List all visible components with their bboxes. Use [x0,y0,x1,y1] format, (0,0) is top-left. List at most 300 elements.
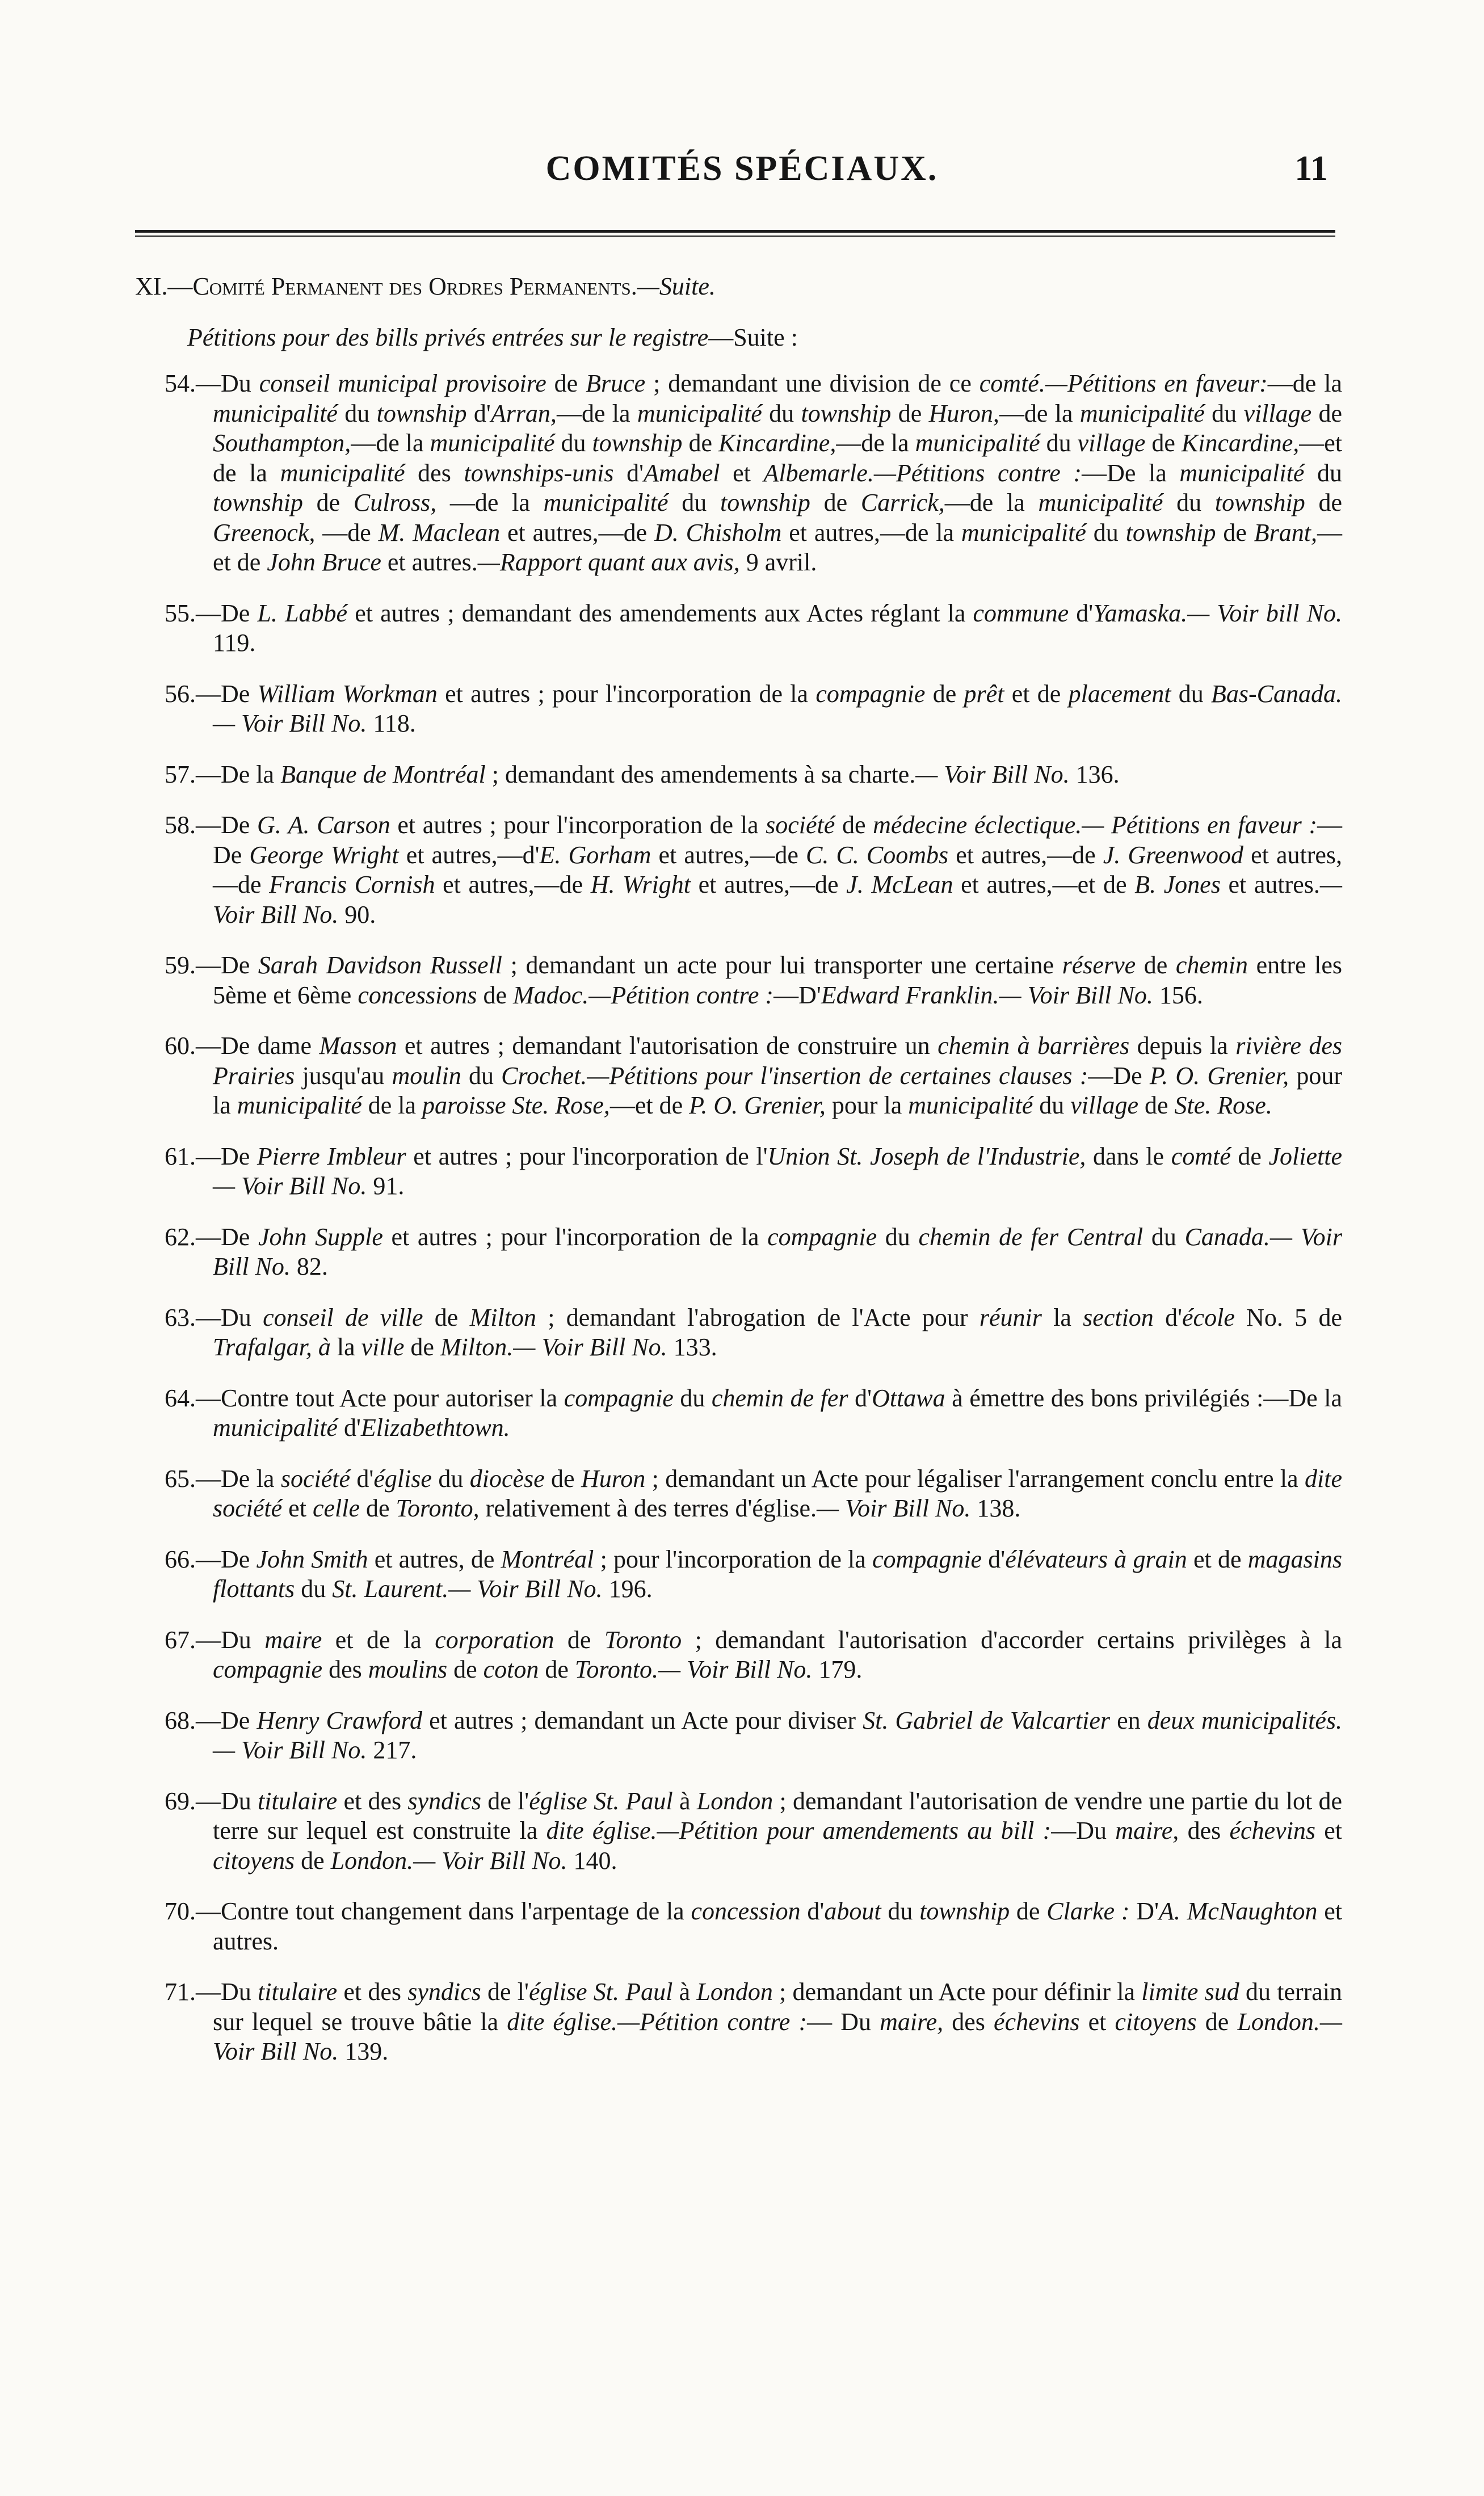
entry-text: —et de [609,1091,690,1119]
entry-text: et autres,—de la [781,518,961,547]
entry-italic-text: Bruce [586,369,646,397]
entry-text: —de la [836,429,915,457]
petition-entry [165,810,1342,930]
entry-italic-text: titulaire [258,1787,338,1815]
entry-italic-text: moulin [392,1061,461,1090]
entry-italic-text: compagnie [564,1384,674,1412]
entry-text: du [1040,429,1078,457]
section-heading [135,270,1335,304]
entry-italic-text: London [696,1978,773,2006]
entry-italic-text: Sarah Davidson Russell [258,951,503,979]
entry-text: la [1041,1303,1083,1331]
entry-text: d' [1069,599,1094,627]
entry-text: de [404,1333,440,1361]
entry-text: —de la [999,399,1080,427]
entry-italic-text: société [280,1464,350,1493]
subheading-rest: —Suite : [708,323,798,351]
entry-text: 56.—De [165,679,258,708]
entry-italic-text: syndics [407,1978,481,2006]
entry-text: 58.—De [165,811,257,839]
entry-text: pour la [213,1061,1342,1119]
entry-italic-text: —Rapport quant aux avis, [477,548,740,576]
entry-italic-text: municipalité [237,1091,362,1119]
entry-text: et de la [322,1625,435,1654]
entry-text: et de [1187,1545,1248,1573]
entry-text: 138. [970,1494,1021,1522]
entry-text: 64.—Contre tout Acte pour autoriser la [165,1384,564,1412]
entry-text: du [1171,679,1212,708]
entry-text: de l' [481,1978,529,2006]
entry-italic-text: township [213,489,303,516]
header-rule-thick [135,230,1335,233]
entry-text: 217. [367,1736,417,1764]
entry-italic-text: township [1214,489,1305,516]
entry-italic-text: M. Maclean [378,518,501,547]
entry-italic-text: Ste. Rose. [1174,1091,1272,1119]
entry-text: et [720,459,764,487]
entry-text: du [1086,518,1126,547]
entry-italic-text: moulins [368,1655,448,1683]
petition-entry [165,951,1342,1010]
entry-italic-text: township [801,399,892,427]
entry-text: de [1138,1091,1175,1119]
entry-italic-text: P. O. Grenier, [689,1091,826,1119]
entry-italic-text: rivière des Prairies [213,1032,1343,1090]
entry-text: et autres,—d' [398,841,540,869]
entry-text: la [330,1333,361,1361]
entry-italic-text: Milton.— Voir Bill No. [440,1333,667,1361]
entry-italic-text: J. McLean [846,871,953,898]
entry-text: de [810,489,861,516]
entry-text: ; demandant l'autorisation de vendre une partie du lot de terre sur lequel est construite la [213,1787,1342,1844]
petition-entry [165,679,1342,739]
entry-italic-text: municipalité [961,518,1086,547]
entry-text: 57.—De la [165,760,281,788]
entry-italic-text: Milton [469,1303,536,1331]
subheading-italic: Pétitions pour des bills privés entrées sur le registre [187,323,709,351]
entry-italic-text: D. Chisholm [654,518,782,547]
entry-italic-text: B. Jones [1134,871,1221,898]
entry-italic-text: diocèse [469,1464,545,1493]
running-header [0,149,1484,200]
entry-italic-text: municipalité [1179,459,1305,487]
entry-text: et de [1004,679,1069,708]
entry-italic-text: échevins [994,2007,1080,2036]
entry-text: à émettre des bons privilégiés :—De la [945,1384,1342,1412]
section-suffix: —Suite. [637,272,716,300]
entry-italic-text: J. Greenwood [1103,841,1244,869]
entry-italic-text: concession [691,1897,801,1925]
entry-text: d' [613,459,644,487]
entry-italic-text: échevins [1229,1817,1315,1844]
entry-text: — Du [807,2007,880,2036]
entry-italic-text: township [919,1897,1010,1925]
entry-italic-text: George Wright [249,841,399,869]
entry-text: et autres ; pour l'incorporation de la [382,1222,768,1251]
entry-italic-text: ville [361,1333,405,1361]
entry-italic-text: London [696,1787,773,1815]
entry-text: des [322,1655,368,1683]
entry-text: 69.—Du [165,1787,258,1815]
entry-text: de [554,1625,604,1654]
petition-list [165,369,1342,2088]
entry-text: et autres ; demandant des amendements aux Actes réglant la [347,599,973,627]
entry-text: ; demandant l'autorisation d'accorder certains privilèges à la [682,1625,1342,1654]
entry-italic-text: compagnie [815,679,926,708]
entry-text: 82. [290,1253,328,1280]
entry-text: du [337,399,377,427]
entry-text: ; demandant un acte pour lui transporter une certaine [502,951,1062,979]
entry-text: de [447,1655,484,1683]
entry-text: d' [982,1545,1006,1573]
entry-italic-text: celle [312,1494,360,1522]
entry-text: d' [1153,1303,1183,1331]
entry-text: du [877,1222,919,1251]
entry-text: et autres. [381,548,478,576]
entry-text: et [1315,1817,1342,1844]
entry-text: d' [350,1464,374,1493]
entry-text: à [672,1978,697,2006]
entry-italic-text: Trafalgar, à [213,1333,331,1361]
entry-italic-text: Kincardine, [1181,429,1300,457]
entry-text: ; demandant une division de ce [645,369,979,397]
entry-text: du terrain sur lequel se trouve bâtie la [213,1978,1343,2036]
entry-italic-text: dite société [213,1464,1342,1522]
entry-text: 61.—De [165,1142,257,1170]
entry-text: de [295,1846,331,1875]
petition-entry [165,1384,1342,1443]
entry-italic-text: coton [483,1655,539,1683]
entry-text: du [554,429,592,457]
entry-italic-text: London.— Voir Bill No. [213,2007,1343,2065]
entry-italic-text: L. Labbé [257,599,348,627]
entry-italic-text: Canada.— Voir Bill No. [213,1222,1343,1280]
entry-text: et autres ; demandant l'autorisation de construire un [397,1032,938,1060]
entry-text: ; pour l'incorporation de la [594,1545,873,1573]
entry-text: de [891,399,929,427]
entry-text: entre les 5ème et 6ème [213,951,1343,1009]
entry-text: 118. [367,709,416,737]
petition-entry [165,1464,1342,1524]
entry-italic-text: église St. Paul [529,1787,673,1815]
entry-italic-text: compagnie [872,1545,982,1573]
entry-text: D' [1129,1897,1159,1925]
entry-italic-text: Toronto, [396,1494,480,1522]
petition-entry [165,1897,1342,1956]
entry-italic-text: dite église.—Pétition pour amendements au bill : [546,1817,1052,1844]
entry-text: en [1110,1706,1147,1734]
entry-text: de [359,1494,396,1522]
entry-text: de [1311,399,1343,427]
entry-italic-text: élévateurs à grain [1005,1545,1187,1573]
entry-text: et autres,—de [690,871,847,898]
entry-italic-text: compagnie [213,1655,323,1683]
entry-italic-text: maire, [1115,1817,1179,1844]
entry-italic-text: G. A. Carson [257,811,390,839]
entry-text: de [544,1464,581,1493]
entry-text: ; demandant des amendements à sa charte. [485,760,916,788]
entry-text: et autres,—et de [953,871,1135,898]
entry-italic-text: chemin de fer Central [918,1222,1144,1251]
entry-italic-text: — Voir Bill No. [817,1494,971,1522]
entry-text: et autres. [1220,871,1320,898]
entry-italic-text: église [373,1464,432,1493]
entry-text: 59.—De [165,951,258,979]
entry-italic-text: village [1077,429,1146,457]
entry-italic-text: réserve [1062,951,1136,979]
entry-text: de [925,679,964,708]
entry-text: et autres ; demandant un Acte pour diviser [422,1706,863,1734]
entry-text: depuis la [1129,1032,1236,1060]
petition-entry [165,1977,1342,2067]
entry-text: ; demandant l'abrogation de l'Acte pour [536,1303,979,1331]
entry-italic-text: Masson [319,1032,397,1060]
entry-italic-text: Huron [581,1464,646,1493]
entry-italic-text: Carrick, [860,489,945,516]
entry-text: du [1204,399,1244,427]
entry-italic-text: municipalité [213,1414,338,1442]
entry-italic-text: — Voir Bill No. [213,871,1343,928]
entry-text: et [1079,2007,1115,2036]
entry-text: —D' [773,981,821,1009]
entry-italic-text: corporation [435,1625,554,1654]
entry-text: 156. [1153,981,1203,1009]
entry-italic-text: Bas-Canada.— Voir Bill No. [213,679,1343,737]
petition-entry [165,1222,1342,1282]
entry-text: dans le [1086,1142,1171,1170]
entry-italic-text: maire, [880,2007,944,2036]
entry-italic-text: concessions [358,981,477,1009]
entry-text: 136. [1069,760,1120,788]
entry-italic-text: société [766,811,835,839]
entry-text: du [762,399,801,427]
page-title: COMITÉS SPÉCIAUX. [545,149,939,188]
entry-italic-text: municipalité [1079,399,1205,427]
entry-text: 91. [367,1172,405,1200]
entry-italic-text: Edward Franklin.— Voir Bill No. [821,981,1153,1009]
entry-italic-text: chemin de fer [711,1384,848,1412]
entry-italic-text: Clarke : [1046,1897,1130,1925]
entry-italic-text: P. O. Grenier, [1149,1061,1289,1090]
entry-text: 65.—De la [165,1464,281,1493]
entry-italic-text: Pierre Imbleur [257,1142,406,1170]
entry-text: et des [337,1787,408,1815]
entry-text: de [1136,951,1176,979]
entry-text: 68.—De [165,1706,257,1734]
entry-italic-text: comté.—Pétitions en faveur: [979,369,1268,397]
entry-text: et autres. [213,1897,1343,1955]
entry-italic-text: placement [1068,679,1171,708]
entry-text: —de la [1267,369,1342,397]
entry-text: 139. [338,2037,389,2065]
entry-text: et autres,—de [651,841,806,869]
petition-entry [165,1787,1342,1876]
entry-text: de [302,489,354,516]
entry-italic-text: titulaire [258,1978,338,2006]
entry-italic-text: conseil municipal provisoire [259,369,546,397]
entry-text: de la [361,1091,423,1119]
entry-text: —de la [944,489,1039,516]
entry-text: pour la [825,1091,909,1119]
entry-text: et autres,—de [435,871,591,898]
entry-text: de [1010,1897,1047,1925]
entry-italic-text: Toronto.— Voir Bill No. [574,1655,813,1683]
entry-italic-text: limite sud [1141,1978,1239,2006]
entry-italic-text: village [1243,399,1312,427]
entry-text: relativement à des terres d'église. [479,1494,817,1522]
entry-italic-text: deux municipalités.— Voir Bill No. [213,1706,1343,1764]
entry-italic-text: Ottawa [872,1384,945,1412]
entry-text: 54.—Du [165,369,259,397]
entry-italic-text: section [1083,1303,1154,1331]
entry-italic-text: Francis Cornish [269,871,435,898]
entry-italic-text: école [1182,1303,1235,1331]
entry-text: 9 avril. [739,548,817,576]
entry-italic-text: township [376,399,467,427]
entry-text: 66.—De [165,1545,257,1573]
entry-text: ; demandant un Acte pour définir la [772,1978,1142,2006]
entry-italic-text: dite église.—Pétition contre : [507,2007,808,2036]
entry-text: et autres, de [368,1545,501,1573]
entry-text: 133. [667,1333,717,1361]
entry-italic-text: prêt [964,679,1004,708]
entry-italic-text: — Voir Bill No. [915,760,1070,788]
entry-italic-text: Southampton, [213,429,351,457]
petition-entry [165,1142,1342,1201]
entry-text: du [295,1575,333,1603]
entry-text: 179. [812,1655,863,1683]
entry-text: —et de la [213,429,1343,487]
entry-text: —de la [556,399,637,427]
entry-italic-text: St. Laurent.— Voir Bill No. [332,1575,603,1603]
entry-text: —de la [351,429,430,457]
entry-text: 71.—Du [165,1978,258,2006]
entry-text: de [539,1655,575,1683]
entry-text: —Du [1051,1817,1116,1844]
entry-italic-text: Huron, [928,399,999,427]
section-number: XI.— [135,272,193,300]
entry-text: No. 5 de [1234,1303,1342,1331]
entry-text: et autres ; pour l'incorporation de l' [406,1142,768,1170]
entry-text: 70.—Contre tout changement dans l'arpentage de la [165,1897,691,1925]
entry-italic-text: Madoc.—Pétition contre : [513,981,774,1009]
petition-entry [165,760,1342,790]
entry-text: 140. [567,1846,617,1875]
section-name: Comité Permanent des Ordres Permanents. [192,272,637,300]
entry-text: 196. [602,1575,653,1603]
entry-text: de l' [481,1787,529,1815]
entry-italic-text: municipalité [280,459,405,487]
entry-text: et autres ; pour l'incorporation de la [437,679,816,708]
entry-italic-text: village [1070,1091,1138,1119]
entry-text: de [1230,1142,1269,1170]
entry-italic-text: C. C. Coombs [806,841,949,869]
entry-italic-text: township [720,489,810,516]
entry-italic-text: township [1125,518,1216,547]
petition-entry [165,1545,1342,1604]
entry-italic-text: magasins flottants [213,1545,1342,1603]
entry-italic-text: Greenock, [213,518,316,547]
entry-italic-text: citoyens [1115,2007,1197,2036]
petition-entry [165,369,1342,578]
entry-italic-text: John Bruce [267,548,381,576]
entry-italic-text: conseil de ville [263,1303,423,1331]
entry-italic-text: municipalité [908,1091,1033,1119]
entry-italic-text: St. Gabriel de Valcartier [863,1706,1111,1734]
entry-italic-text: syndics [407,1787,481,1815]
entry-italic-text: H. Wright [590,871,691,898]
entry-text: de [682,429,718,457]
entry-italic-text: Amabel [644,459,720,487]
entry-italic-text: paroisse Ste. Rose, [422,1091,610,1119]
entry-italic-text: A. McNaughton [1159,1897,1318,1925]
entry-text: du [461,1061,502,1090]
entry-text: et autres,—de [948,841,1103,869]
entry-text: du [1163,489,1215,516]
entry-text: d' [800,1897,825,1925]
entry-italic-text: Crochet.—Pétitions pour l'insertion de certaines clauses : [501,1061,1088,1090]
entry-italic-text: commune [973,599,1069,627]
entry-italic-text: E. Gorham [539,841,651,869]
entry-text: du [668,489,720,516]
entry-italic-text: municipalité [543,489,669,516]
entry-text: du [673,1384,712,1412]
petition-entry [165,1706,1342,1766]
entry-italic-text: municipalité [915,429,1040,457]
entry-italic-text: Montréal [501,1545,594,1573]
entry-text: 55.—De [165,599,258,627]
entry-text: des [1179,1817,1230,1844]
entry-text: 67.—Du [165,1625,265,1654]
entry-text: de [1145,429,1182,457]
entry-text: ; demandant un Acte pour légaliser l'arrangement conclu entre la [645,1464,1305,1493]
entry-text: du [431,1464,470,1493]
entry-italic-text: chemin [1175,951,1248,979]
entry-italic-text: Elizabethtown. [360,1414,510,1442]
entry-italic-text: Brant, [1254,518,1317,547]
entry-italic-text: township [592,429,683,457]
entry-text: 60.—De dame [165,1032,319,1060]
entry-italic-text: municipalité [1038,489,1163,516]
entry-text: jusqu'au [295,1061,392,1090]
entry-italic-text: William Workman [257,679,438,708]
entry-text: de [1305,489,1343,516]
entry-text: d' [337,1414,361,1442]
entry-italic-text: réunir [979,1303,1042,1331]
entry-text: à [672,1787,697,1815]
entry-text: du [1033,1091,1071,1119]
entry-italic-text: Arran, [490,399,557,427]
entry-text: —De [213,811,1343,869]
entry-italic-text: Toronto [604,1625,682,1654]
entry-text: et des [337,1978,408,2006]
entry-text: —De la [1082,459,1180,487]
entry-text: 62.—De [165,1222,258,1251]
entry-italic-text: about [824,1897,881,1925]
entry-text: des [405,459,464,487]
entry-italic-text: Yamaska.— Voir bill No. [1093,599,1342,627]
entry-italic-text: église St. Paul [528,1978,673,2006]
entry-italic-text: Kincardine, [718,429,836,457]
page-number: 11 [1294,149,1328,188]
entry-italic-text: Henry Crawford [257,1706,423,1734]
petition-entry [165,599,1342,658]
entry-text: —De [1088,1061,1150,1090]
entry-italic-text: Albemarle.—Pétitions contre : [763,459,1082,487]
entry-text: 119. [213,629,256,657]
entry-italic-text: municipalité [430,429,555,457]
entry-text: de [1216,518,1254,547]
